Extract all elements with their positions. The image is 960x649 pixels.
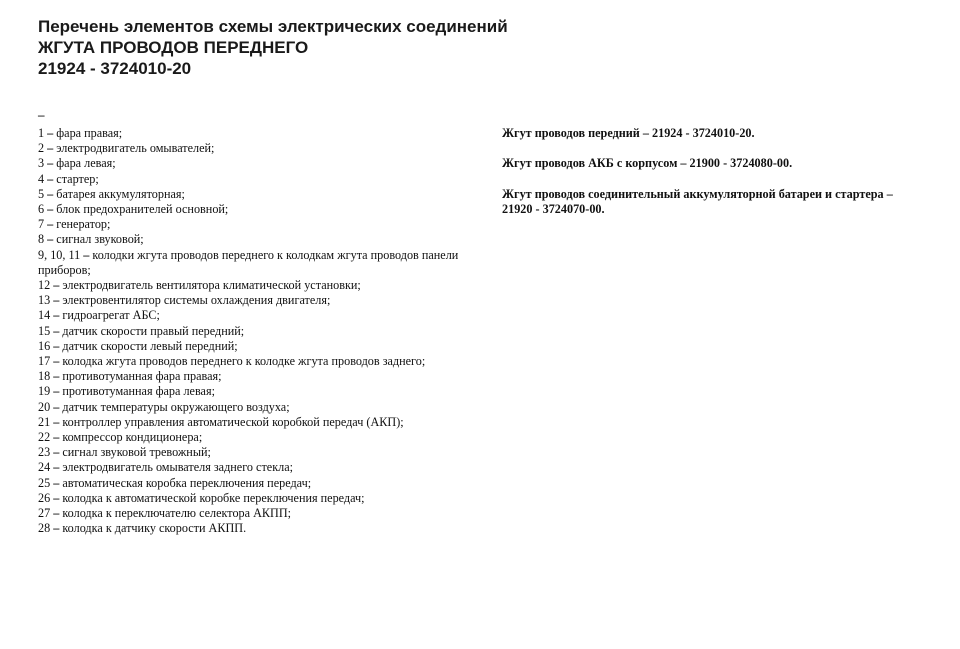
elements-list	[38, 126, 478, 536]
item-number: 28	[38, 521, 51, 536]
item-number: 14	[38, 308, 51, 323]
list-item	[38, 156, 478, 171]
item-text: сигнал звуковой тревожный;	[62, 445, 211, 460]
list-item	[38, 384, 478, 399]
item-separator: –	[47, 126, 54, 140]
list-item	[38, 232, 478, 247]
list-item	[38, 293, 478, 308]
list-item	[38, 217, 478, 232]
item-number: 26	[38, 490, 51, 505]
item-number: 16	[38, 338, 51, 353]
item-text: фара правая;	[56, 126, 123, 140]
item-number: 4	[38, 171, 45, 186]
list-item	[38, 430, 478, 445]
item-number: 5	[38, 186, 45, 201]
part-number: 21924 - 3724010-20	[38, 59, 192, 78]
item-text: контроллер управления автоматической коробкой передач (АКП);	[62, 414, 404, 429]
item-number: 6	[38, 202, 45, 217]
harness-entry: Жгут проводов передний – 21924 - 3724010-20.	[502, 126, 755, 140]
document-header	[38, 16, 508, 79]
list-item	[38, 308, 478, 323]
item-number: 15	[38, 323, 51, 338]
page-subtitle: ЖГУТА ПРОВОДОВ ПЕРЕДНЕГО	[38, 38, 309, 57]
list-item	[38, 248, 478, 278]
item-separator: –	[53, 338, 60, 353]
item-number: 2	[38, 141, 45, 156]
item-text: колодка к автоматической коробке переключения передач;	[62, 490, 365, 505]
item-text: блок предохранителей основной;	[56, 202, 229, 217]
item-number: 23	[38, 445, 51, 460]
item-text: колодки жгута проводов переднего к колодкам жгута проводов панели приборов;	[38, 247, 459, 277]
item-text: электродвигатель омывателя заднего стекла;	[62, 460, 293, 475]
item-text: стартер;	[56, 171, 99, 186]
list-item	[38, 369, 478, 384]
item-text: гидроагрегат АБС;	[62, 308, 160, 323]
item-text: электровентилятор системы охлаждения двигателя;	[62, 293, 331, 308]
item-number: 3	[38, 156, 45, 171]
list-item	[38, 126, 478, 141]
item-separator: –	[47, 141, 54, 156]
item-number: 18	[38, 369, 51, 384]
list-item	[38, 354, 478, 369]
item-separator: –	[53, 460, 60, 475]
item-number: 8	[38, 232, 45, 247]
item-separator: –	[53, 414, 60, 429]
harness-list	[502, 126, 922, 232]
item-separator: –	[53, 278, 60, 293]
list-item	[38, 476, 478, 491]
item-separator: –	[53, 521, 60, 536]
item-text: генератор;	[56, 217, 111, 232]
item-separator: –	[53, 384, 60, 399]
item-text: колодка жгута проводов переднего к колодке жгута проводов заднего;	[62, 354, 426, 369]
item-separator: –	[47, 156, 54, 171]
item-number: 24	[38, 460, 51, 475]
item-number: 12	[38, 278, 51, 293]
item-text: компрессор кондиционера;	[62, 430, 203, 445]
item-separator: –	[47, 232, 54, 247]
item-number: 27	[38, 506, 51, 521]
list-item	[38, 491, 478, 506]
item-number: 9, 10, 11	[38, 247, 81, 262]
item-text: датчик скорости левый передний;	[62, 338, 238, 353]
item-text: сигнал звуковой;	[56, 232, 144, 247]
item-text: электродвигатель омывателей;	[56, 141, 215, 156]
item-text: датчик скорости правый передний;	[62, 323, 245, 338]
item-separator: –	[53, 308, 60, 323]
item-separator: –	[53, 323, 60, 338]
list-item	[38, 415, 478, 430]
item-separator: –	[47, 186, 54, 201]
item-separator: –	[47, 202, 54, 217]
list-item	[38, 400, 478, 415]
list-item	[38, 339, 478, 354]
list-item	[38, 445, 478, 460]
item-text: противотуманная фара правая;	[62, 369, 222, 384]
item-number: 17	[38, 354, 51, 369]
item-separator: –	[83, 247, 90, 262]
item-separator: –	[53, 475, 60, 490]
list-item	[38, 202, 478, 217]
list-item	[38, 278, 478, 293]
item-number: 21	[38, 414, 51, 429]
item-separator: –	[53, 430, 60, 445]
item-text: автоматическая коробка переключения передач;	[62, 475, 312, 490]
harness-entry: Жгут проводов АКБ с корпусом – 21900 - 3724080-00.	[502, 156, 793, 171]
page-title: Перечень элементов схемы электрических соединений	[38, 17, 508, 36]
list-item	[38, 460, 478, 475]
item-separator: –	[53, 445, 60, 460]
item-number: 1	[38, 126, 45, 140]
item-text: батарея аккумуляторная;	[56, 186, 185, 201]
item-text: электродвигатель вентилятора климатической установки;	[62, 278, 361, 293]
item-number: 7	[38, 217, 45, 232]
item-separator: –	[53, 506, 60, 521]
item-separator: –	[53, 369, 60, 384]
harness-entry: Жгут проводов соединительный аккумуляторной батареи и стартера – 21920 - 3724070-00.	[502, 186, 893, 216]
list-item	[38, 172, 478, 187]
item-text: колодка к переключателю селектора АКПП;	[62, 506, 292, 521]
list-item	[38, 141, 478, 156]
list-item	[38, 324, 478, 339]
item-number: 13	[38, 293, 51, 308]
item-separator: –	[53, 399, 60, 414]
dash-mark: –	[38, 107, 45, 122]
item-text: противотуманная фара левая;	[62, 384, 215, 399]
item-separator: –	[47, 217, 54, 232]
item-text: фара левая;	[56, 156, 116, 171]
item-number: 19	[38, 384, 51, 399]
item-number: 22	[38, 430, 51, 445]
item-separator: –	[53, 293, 60, 308]
item-separator: –	[47, 171, 54, 186]
item-text: датчик температуры окружающего воздуха;	[62, 399, 290, 414]
item-number: 20	[38, 399, 51, 414]
item-text: колодка к датчику скорости АКПП.	[62, 521, 247, 536]
list-item	[38, 187, 478, 202]
list-item	[38, 521, 478, 536]
item-separator: –	[53, 354, 60, 369]
list-item	[38, 506, 478, 521]
item-number: 25	[38, 475, 51, 490]
item-separator: –	[53, 490, 60, 505]
